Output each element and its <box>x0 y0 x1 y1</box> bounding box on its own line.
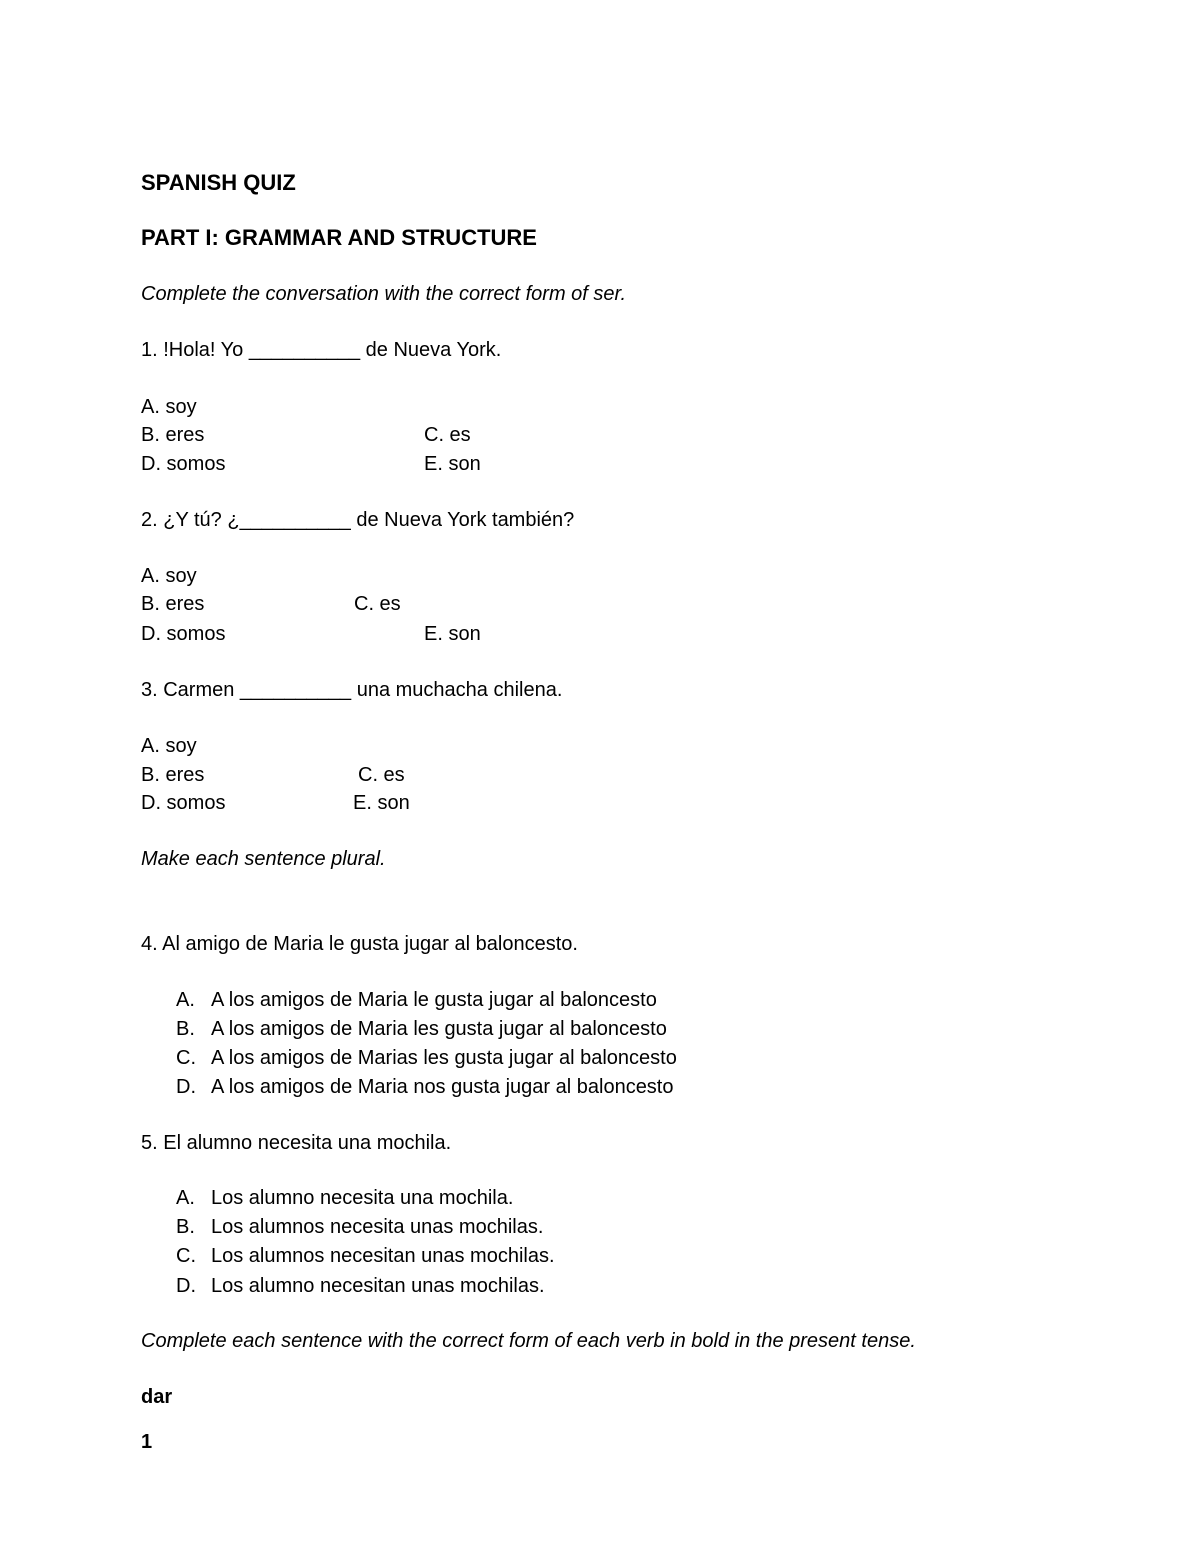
question-4-option-letter: C. <box>176 1047 196 1069</box>
question-2-option-e: E. son <box>424 623 481 645</box>
question-4-option-text: A los amigos de Maria les gusta jugar al baloncesto <box>211 1018 667 1040</box>
question-3-option-e: E. son <box>353 792 410 814</box>
question-4-option-letter: D. <box>176 1076 196 1098</box>
question-5-option-text: Los alumnos necesitan unas mochilas. <box>211 1245 555 1267</box>
question-4-option-letter: B. <box>176 1018 195 1040</box>
instruction-ser: Complete the conversation with the correct form of ser. <box>141 283 627 305</box>
question-4-option-text: A los amigos de Marias les gusta jugar al baloncesto <box>211 1047 677 1069</box>
question-3-option-b: B. eres <box>141 764 205 786</box>
question-5-prompt: 5. El alumno necesita una mochila. <box>141 1132 452 1154</box>
question-2-option-a: A. soy <box>141 565 197 587</box>
question-4-option-text: A los amigos de Maria le gusta jugar al baloncesto <box>211 989 657 1011</box>
question-4-prompt: 4. Al amigo de Maria le gusta jugar al baloncesto. <box>141 933 578 955</box>
question-2-prompt: 2. ¿Y tú? ¿__________ de Nueva York también? <box>141 509 575 531</box>
question-1-option-e: E. son <box>424 453 481 475</box>
question-4-option-letter: A. <box>176 989 195 1011</box>
question-1-prompt: 1. !Hola! Yo __________ de Nueva York. <box>141 339 502 361</box>
question-1-option-d: D. somos <box>141 453 226 475</box>
question-5-option-letter: B. <box>176 1216 195 1238</box>
part-heading: PART I: GRAMMAR AND STRUCTURE <box>141 225 537 250</box>
instruction-plural: Make each sentence plural. <box>141 848 386 870</box>
question-4-option-text: A los amigos de Maria nos gusta jugar al baloncesto <box>211 1076 674 1098</box>
document-title: SPANISH QUIZ <box>141 170 296 195</box>
question-5-option-letter: C. <box>176 1245 196 1267</box>
question-2-option-b: B. eres <box>141 593 205 615</box>
question-1-option-a: A. soy <box>141 396 197 418</box>
question-2-option-c: C. es <box>354 593 401 615</box>
question-3-option-a: A. soy <box>141 735 197 757</box>
question-5-option-text: Los alumno necesita una mochila. <box>211 1187 514 1209</box>
instruction-present: Complete each sentence with the correct form of each verb in bold in the present tense. <box>141 1330 916 1352</box>
question-5-option-letter: D. <box>176 1275 196 1297</box>
question-3-prompt: 3. Carmen __________ una muchacha chilena. <box>141 679 563 701</box>
question-3-option-c: C. es <box>358 764 405 786</box>
question-2-option-d: D. somos <box>141 623 226 645</box>
question-5-option-text: Los alumnos necesita unas mochilas. <box>211 1216 544 1238</box>
question-3-option-d: D. somos <box>141 792 226 814</box>
question-1-option-b: B. eres <box>141 424 205 446</box>
question-1-option-c: C. es <box>424 424 471 446</box>
question-5-option-text: Los alumno necesitan unas mochilas. <box>211 1275 545 1297</box>
question-5-option-letter: A. <box>176 1187 195 1209</box>
verb-heading: dar <box>141 1386 173 1408</box>
page-number: 1 <box>141 1431 153 1453</box>
